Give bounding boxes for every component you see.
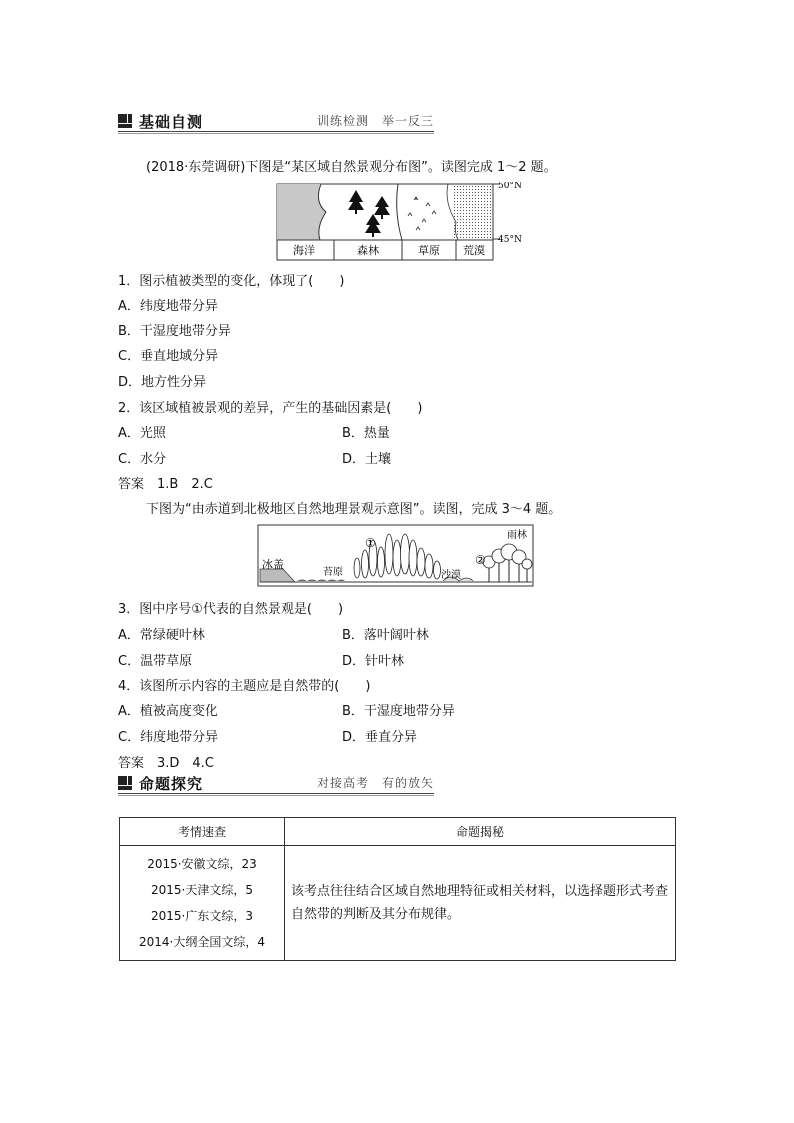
section-marker-icon	[118, 114, 132, 128]
figure-vegetation-zones	[276, 182, 522, 262]
q1-option-c[interactable]: C．垂直地域分异	[118, 349, 219, 364]
q2-option-a[interactable]: A．光照	[118, 426, 166, 441]
label-mark-1: ①	[365, 536, 376, 550]
lat-label-50: 50°N	[498, 182, 522, 191]
zone-label-desert: 荒漠	[463, 244, 485, 257]
q4-option-d[interactable]: D．垂直分异	[342, 730, 418, 745]
section-header-basic-test	[118, 112, 434, 134]
question-4-stem: 4．该图所示内容的主题应是自然带的( )	[118, 679, 371, 694]
section-subtitle: 训练检测 举一反三	[316, 114, 434, 128]
exam-secret-cell: 该考点往往结合区域自然地理特征或相关材料，以选择题形式考查自然带的判断及其分布规律。	[285, 846, 676, 961]
exam-list-cell	[120, 846, 285, 961]
q1-option-a[interactable]: A．纬度地带分异	[118, 299, 218, 314]
exam-item: 2015·安徽文综，23	[147, 857, 257, 871]
figure-equator-to-pole	[257, 524, 535, 588]
q3-option-c[interactable]: C．温带草原	[118, 654, 193, 669]
q1-option-d[interactable]: D．地方性分异	[118, 375, 207, 390]
section-subtitle: 对接高考 有的放矢	[316, 776, 434, 790]
exam-item: 2015·天津文综，5	[151, 883, 253, 897]
q3-option-a[interactable]: A．常绿硬叶林	[118, 628, 205, 643]
table-header-exam: 考情速查	[120, 818, 285, 846]
q1-option-b[interactable]: B．干湿度地带分异	[118, 324, 231, 339]
q4-option-a[interactable]: A．植被高度变化	[118, 704, 218, 719]
question-2-stem: 2．该区域植被景观的差异，产生的基础因素是( )	[118, 401, 423, 416]
section-title: 命题探究	[139, 775, 204, 793]
answer-1-2: 答案 1.B 2.C	[118, 477, 213, 492]
section-title: 基础自测	[139, 113, 204, 131]
question-3-stem: 3．图中序号①代表的自然景观是( )	[118, 602, 344, 617]
q2-option-d[interactable]: D．土壤	[342, 452, 392, 467]
zone-label-sea: 海洋	[293, 244, 315, 257]
zone-label-forest: 森林	[357, 244, 379, 257]
q2-option-b[interactable]: B．热量	[342, 426, 390, 441]
table-header-secret: 命题揭秘	[285, 818, 676, 846]
label-desert: 沙漠	[441, 570, 461, 581]
exam-item: 2015·广东文综，3	[151, 909, 253, 923]
label-tundra: 苔原	[323, 567, 343, 578]
lat-label-45: 45°N	[498, 235, 522, 245]
label-rainforest: 雨林	[507, 530, 527, 541]
question-intro-1: (2018·东莞调研)下图是“某区域自然景观分布图”。读图完成 1～2 题。	[146, 160, 557, 175]
q3-option-d[interactable]: D．针叶林	[342, 654, 405, 669]
section-marker-icon	[118, 776, 132, 790]
q4-option-c[interactable]: C．纬度地带分异	[118, 730, 219, 745]
exam-item: 2014·大纲全国文综，4	[139, 935, 265, 949]
exam-info-table	[119, 817, 676, 961]
label-mark-2: ②	[475, 553, 486, 567]
label-ice-cap: 冰盖	[262, 558, 284, 571]
q4-option-b[interactable]: B．干湿度地带分异	[342, 704, 455, 719]
question-1-stem: 1．图示植被类型的变化，体现了( )	[118, 274, 345, 289]
q2-option-c[interactable]: C．水分	[118, 452, 167, 467]
question-intro-2: 下图为“由赤道到北极地区自然地理景观示意图”。读图，完成 3～4 题。	[146, 502, 562, 517]
zone-label-grassland: 草原	[418, 244, 440, 257]
section-header-proposition	[118, 774, 434, 796]
answer-3-4: 答案 3.D 4.C	[118, 756, 214, 771]
q3-option-b[interactable]: B．落叶阔叶林	[342, 628, 429, 643]
